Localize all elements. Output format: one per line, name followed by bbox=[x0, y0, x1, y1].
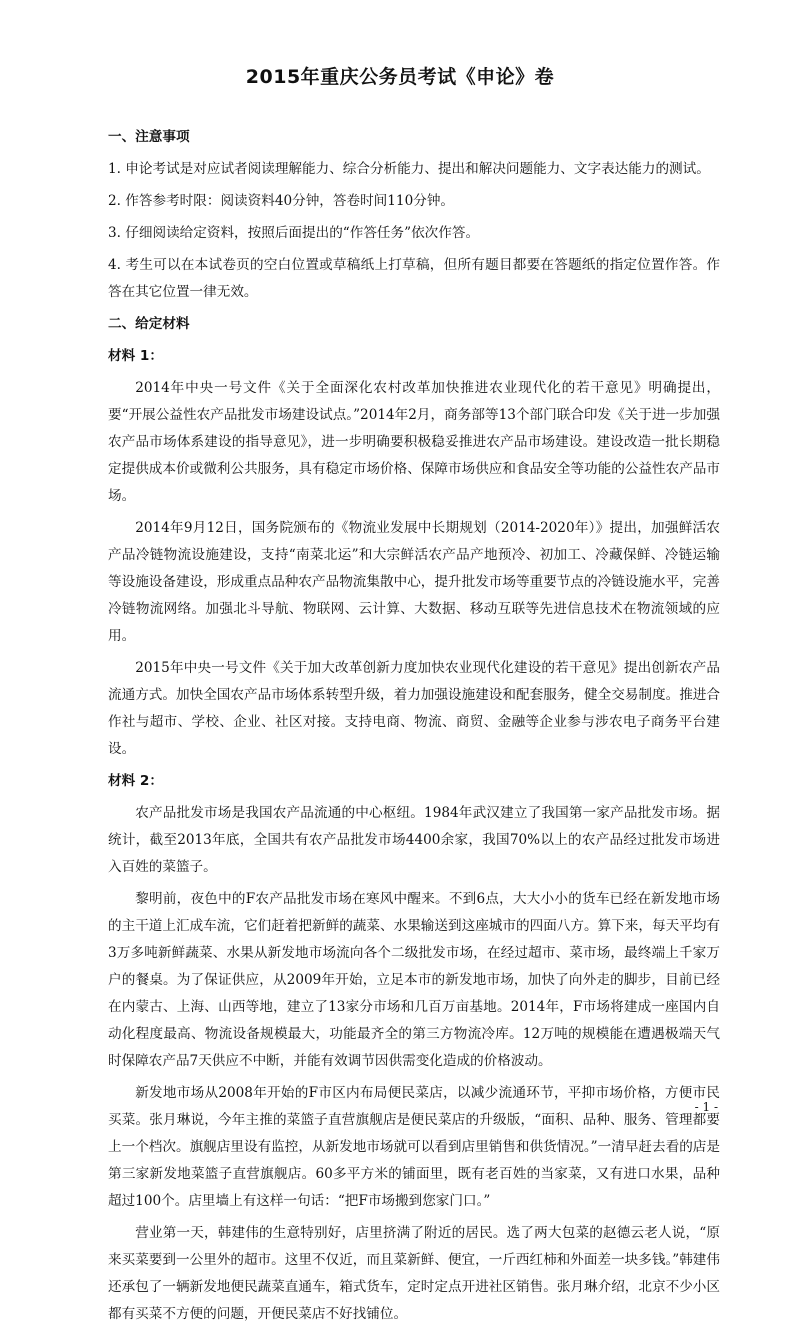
page-title: 2015年重庆公务员考试《申论》卷 bbox=[245, 66, 555, 88]
section-heading-materials: 二、给定材料 bbox=[108, 316, 190, 332]
section-heading-notes: 一、注意事项 bbox=[108, 129, 190, 145]
material-1-paragraph-1: 2014年中央一号文件《关于全面深化农村改革加快推进农业现代化的若干意见》明确提出，要“开展公益性农产品批发市场建设试点。”2014年2月，商务部等13个部门联合印发《关于进一步加强农产品市场体系建设的指导意见》，进一步明确要积极稳妥推进农产品市场建设。建设改造一批长期稳定提供成本价或微利公共服务，具有稳定市场价格、保障市场供应和食品安全等功能的公益性农产品市场。 bbox=[108, 380, 720, 504]
note-item-3: 3. 仔细阅读给定资料，按照后面提出的“作答任务”依次作答。 bbox=[108, 225, 480, 241]
material-2-paragraph-3: 新发地市场从2008年开始的F市区内布局便民菜店，以减少流通环节，平抑市场价格，方便市民买菜。张月琳说，今年主推的菜篮子直营旗舰店是便民菜店的升级版，“面积、品种、服务、管理都要上一个档次。旗舰店里设有监控，从新发地市场就可以看到店里销售和供货情况。”一清早赶去看的店是第三家新发地菜篮子直营旗舰店。60多平方米的铺面里，既有老百姓的当家菜，又有进口水果，品种超过100个。店里墙上有这样一句话：“把F市场搬到您家门口。” bbox=[108, 1085, 720, 1209]
material-1-paragraph-2: 2014年9月12日，国务院颁布的《物流业发展中长期规划（2014-2020年）》提出，加强鲜活农产品冷链物流设施建设，支持“南菜北运”和大宗鲜活农产品产地预冷、初加工、冷藏保鲜、冷链运输等设施设备建设，形成重点品种农产品物流集散中心，提升批发市场等重要节点的冷链设施水平，完善冷链物流网络。加强北斗导航、物联网、云计算、大数据、移动互联等先进信息技术在物流领域的应用。 bbox=[108, 520, 720, 644]
note-item-4: 4. 考生可以在本试卷页的空白位置或草稿纸上打草稿，但所有题目都要在答题纸的指定位置作答。作答在其它位置一律无效。 bbox=[108, 257, 720, 300]
material-1-paragraph-3: 2015年中央一号文件《关于加大改革创新力度加快农业现代化建设的若干意见》提出创新农产品流通方式。加快全国农产品市场体系转型升级，着力加强设施建设和配套服务，健全交易制度。推进合作社与超市、学校、企业、社区对接。支持电商、物流、商贸、金融等企业参与涉农电子商务平台建设。 bbox=[108, 660, 720, 757]
page-number: - 1 - bbox=[694, 1100, 718, 1114]
material-2-paragraph-2: 黎明前，夜色中的F农产品批发市场在寒风中醒来。不到6点，大大小小的货车已经在新发地市场的主干道上汇成车流，它们赶着把新鲜的蔬菜、水果输送到这座城市的四面八方。算下来，每天平均有3万多吨新鲜蔬菜、水果从新发地市场流向各个二级批发市场，在经过超市、菜市场，最终端上千家万户的餐桌。为了保证供应，从2009年开始，立足本市的新发地市场，加快了向外走的脚步，目前已经在内蒙古、上海、山西等地，建立了13家分市场和几百万亩基地。2014年，F市场将建成一座国内自动化程度最高、物流设备规模最大，功能最齐全的第三方物流冷库。12万吨的规模能在遭遇极端天气时保障农产品7天供应不中断，并能有效调节因供需变化造成的价格波动。 bbox=[108, 891, 720, 1069]
document-body bbox=[108, 124, 720, 1333]
material-2-paragraph-1: 农产品批发市场是我国农产品流通的中心枢纽。1984年武汉建立了我国第一家产品批发市场。据统计，截至2013年底，全国共有农产品批发市场4400余家，我国70%以上的农产品经过批发市场进入百姓的菜篮子。 bbox=[108, 805, 720, 875]
material-2-paragraph-4: 营业第一天，韩建伟的生意特别好，店里挤满了附近的居民。选了两大包菜的赵德云老人说，“原来买菜要到一公里外的超市。这里不仅近，而且菜新鲜、便宜，一斤西红柿和外面差一块多钱。”韩建伟还承包了一辆新发地便民蔬菜直通车，箱式货车，定时定点开进社区销售。张月琳介绍，北京不少小区都有买菜不方便的问题，开便民菜店不好找铺位。 bbox=[108, 1225, 720, 1322]
note-item-2: 2. 作答参考时限：阅读资料40分钟，答卷时间110分钟。 bbox=[108, 193, 455, 209]
material-2-label: 材料 2： bbox=[108, 773, 163, 789]
note-item-1: 1. 申论考试是对应试者阅读理解能力、综合分析能力、提出和解决问题能力、文字表达能力的测试。 bbox=[108, 161, 710, 177]
material-1-label: 材料 1： bbox=[108, 348, 163, 364]
